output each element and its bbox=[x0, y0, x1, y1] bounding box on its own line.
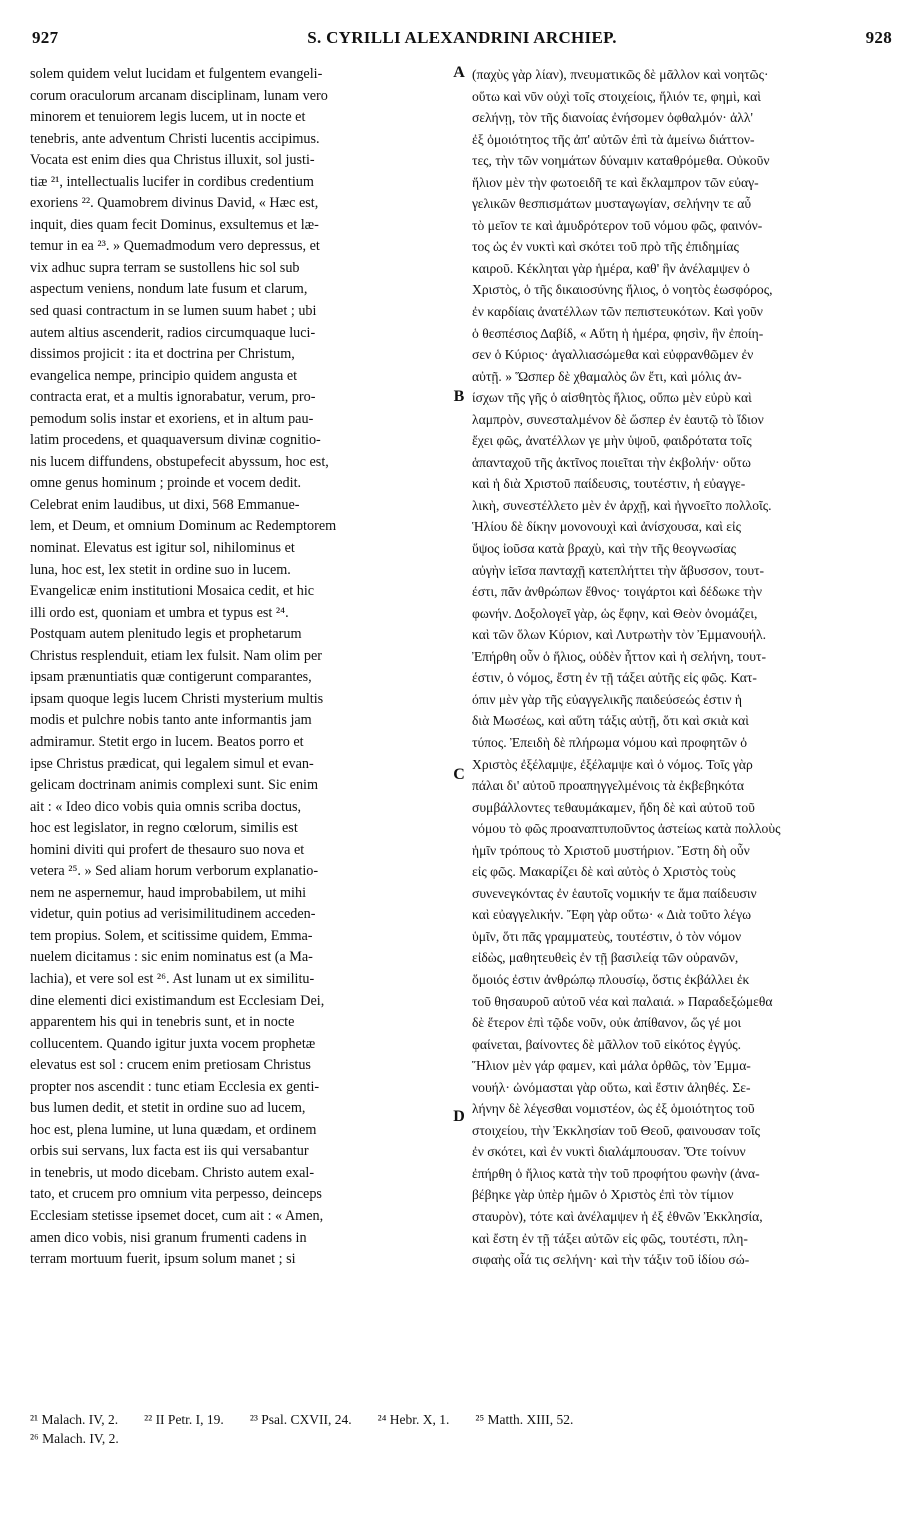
footnotes bbox=[30, 1410, 890, 1448]
footnote-line-1 bbox=[30, 1410, 890, 1429]
greek-text-line: στοιχείου, τὴν Ἐκκλησίαν τοῦ Θεοῦ, φαινουσαν τοῖς bbox=[472, 1122, 761, 1138]
footnote: ²² II Petr. I, 19. bbox=[144, 1412, 224, 1427]
greek-text-line: καὶ τῶν ὅλων Κύριον, καὶ Λυτρωτὴν τὸν Ἐμμανουήλ. bbox=[472, 627, 766, 643]
page-number-right: 928 bbox=[865, 28, 892, 47]
greek-text-line: Χριστὸς ἐξέλαμψε, ἐξέλαμψε καὶ ὁ νόμος. Τοῖς γὰρ bbox=[472, 756, 753, 772]
latin-text-line: pemodum solis instar et exoriens, et in altum pau- bbox=[30, 410, 314, 427]
latin-text-line: in tenebris, ut modo dicebam. Christo autem exal- bbox=[30, 1164, 315, 1181]
latin-text-line: omne genus hominum ; proinde et vocem dedit. bbox=[30, 475, 302, 492]
greek-text-line: δὲ ἕτερον ἐπὶ τῷδε νοῦν, οὐκ ἀπίθανον, ὥς γέ μοι bbox=[472, 1015, 742, 1031]
section-marker-b: B bbox=[453, 388, 465, 405]
latin-text-line: sed quasi contractum in se lumen suum habet ; ubi bbox=[30, 303, 317, 320]
latin-text-line: inquit, dies quam fecit Dominus, exsultemus et læ- bbox=[30, 216, 319, 233]
latin-text-line: tiæ ²¹, intellectualis lucifer in cordibus credentium bbox=[30, 173, 314, 190]
latin-text-line: amen dico vobis, nisi granum frumenti cadens in bbox=[30, 1229, 307, 1246]
footnote: ²⁵ Matth. XIII, 52. bbox=[475, 1412, 574, 1427]
latin-text-line: nis lucem diffundens, obstupefecit abyssum, hoc est, bbox=[30, 453, 329, 470]
greek-text-line: καὶ ἔστη ἐν τῇ τάξει αὐτῶν εἰς φῶς, τουτέστι, πλη- bbox=[472, 1230, 748, 1246]
running-title: S. CYRILLI ALEXANDRINI ARCHIEP. bbox=[307, 28, 617, 47]
greek-text-line: ἔχει φῶς, ἀνατέλλων γε μὴν ὑψοῦ, φαιδρότατα τοῖς bbox=[472, 433, 752, 449]
latin-text-line: aspectum veniens, nondum late fusum et clarum, bbox=[30, 281, 308, 298]
greek-text-line: καιροῦ. Κέκληται γὰρ ἡμέρα, καθ' ἣν ἀνέλαμψεν ὁ bbox=[472, 260, 750, 276]
latin-text-line: Ecclesiam stetisse ipsemet docet, cum ait : « Amen, bbox=[30, 1207, 324, 1224]
greek-text-line: ἐξ ὁμοιότητος τῆς ἀπ' αὐτῶν ἐπὶ τὰ ἀμείνω διάττον- bbox=[472, 131, 755, 147]
footnote-line-2 bbox=[30, 1429, 890, 1448]
latin-text-line: tem propius. Solem, et scitissime quidem, Emma- bbox=[30, 927, 313, 944]
greek-text-line: συμβάλλοντες τεθαυμάκαμεν, ἤδη δὲ καὶ αὐτοῦ τοῦ bbox=[472, 799, 755, 815]
latin-text-line: autem altius ascenderit, radios circumquaque luci- bbox=[30, 324, 316, 341]
latin-text-line: ait : « Ideo dico vobis quia omnis scriba doctus, bbox=[30, 798, 302, 815]
latin-text-line: exoriens ²². Quamobrem divinus David, « Hæc est, bbox=[30, 195, 319, 212]
latin-text-line: Evangelicæ enim institutioni Mosaica cedit, et hic bbox=[30, 583, 315, 600]
latin-text-line: dine elementi dici existimandum est Ecclesiam Dei, bbox=[30, 992, 325, 1009]
footnote: ²¹ Malach. IV, 2. bbox=[30, 1412, 119, 1427]
latin-text-line: solem quidem velut lucidam et fulgentem evangeli- bbox=[30, 66, 323, 82]
latin-text-line: Vocata est enim dies qua Christus illuxit, sol justi- bbox=[30, 152, 315, 169]
latin-text-line: elevatus est sol : crucem enim pretiosam Christus bbox=[30, 1057, 311, 1074]
latin-text-line: propter nos ascendit : tunc etiam Ecclesia ex genti- bbox=[30, 1078, 320, 1095]
latin-text-line: dissimos projicit : ita et doctrina per Christum, bbox=[30, 346, 295, 363]
latin-text-line: corum oraculorum arcanam disciplinam, lunam vero bbox=[30, 87, 328, 104]
page-header bbox=[32, 28, 892, 54]
greek-text-line: εἰς φῶς. Μακαρίζει δὲ καὶ αὐτὸς ὁ Χριστὸς τοὺς bbox=[472, 864, 736, 880]
greek-text-line: διὰ Μωσέως, καὶ αὕτη τάξις αὐτῇ, ὅτι καὶ σκιὰ καὶ bbox=[472, 713, 749, 729]
greek-text-line: ἐπήρθη ὁ ἥλιος κατὰ τὴν τοῦ προφήτου φωνὴν (ἀνα- bbox=[472, 1165, 760, 1181]
latin-text-line: modis et pulchre nobis tanto ante informantis jam bbox=[30, 712, 312, 729]
latin-text-line: Christus resplenduit, etiam lex fulsit. Nam olim per bbox=[30, 647, 322, 664]
greek-text-line: φαίνεται, βαίνοντες δὲ μᾶλλον τοῦ εἰκότος ἐγγύς. bbox=[472, 1036, 742, 1052]
greek-text-line: νόμου τὸ φῶς προαναπτυποῦντος ἀστείως κατὰ πολλοὺς bbox=[472, 821, 781, 837]
greek-text-line: σταυρὸν), τότε καὶ ἀνέλαμψεν ἡ ἐξ ἐθνῶν Ἐκκλησία, bbox=[472, 1208, 763, 1224]
latin-text-line: vetera ²⁵. » Sed aliam horum verborum explanatio- bbox=[30, 863, 319, 880]
greek-text-line: τὸ μεῖον τε καὶ ἀμυδρότερον τοῦ νόμου φῶς, φαινόν- bbox=[472, 217, 763, 233]
latin-text-line: bus lumen dedit, et stetit in ordine suo ad lucem, bbox=[30, 1100, 306, 1117]
greek-text-line: (παχὺς γὰρ λίαν), πνευματικῶς δὲ μᾶλλον καὶ νοητῶς· bbox=[472, 67, 769, 82]
greek-text-line: Χριστὸς, ὁ τῆς δικαιοσύνης ἥλιος, ὁ νοητὸς ἑωσφόρος, bbox=[472, 282, 773, 298]
greek-text-line: Ἥλιον μὲν γάρ φαμεν, καὶ μάλα ὀρθῶς, τὸν Ἐμμα- bbox=[472, 1058, 751, 1074]
page-number-left: 927 bbox=[32, 28, 59, 47]
latin-text-line: collucentem. Quando igitur juxta vocem prophetæ bbox=[30, 1035, 316, 1052]
latin-text-line: terram mortuum fuerit, ipsum solum manet ; si bbox=[30, 1251, 296, 1268]
greek-text-line: ἡμῖν τρόπους τὸ Χριστοῦ μυστήριον. Ἔστη δὴ οὖν bbox=[472, 842, 750, 858]
latin-text-line: hoc est, plena lumine, ut luna quædam, et ordinem bbox=[30, 1121, 317, 1138]
greek-text-line: ὅμοιός ἐστιν ἀνθρώπῳ πλουσίῳ, ὅστις ἐκβάλλει ἐκ bbox=[472, 971, 750, 987]
latin-text-line: evangelica nempe, principio quidem angusta et bbox=[30, 367, 298, 384]
greek-text-line: σελήνῃ, τὸν τῆς διανοίας ἐνήσομεν ὀφθαλμόν· ἀλλ' bbox=[472, 110, 753, 126]
greek-text-line: φωνήν. Δοξολογεῖ γὰρ, ὡς ἔφην, καὶ Θεὸν ὀνομάζει, bbox=[472, 605, 758, 621]
latin-text-line: orbis sui servans, lux facta est iis qui versabantur bbox=[30, 1143, 309, 1160]
latin-text-line: apparentem his qui in tenebris sunt, et in nocte bbox=[30, 1014, 295, 1031]
latin-text-line: lem, et Deum, et omnium Dominum ac Redemptorem bbox=[30, 518, 337, 535]
greek-text-line: έστιν, ὁ νόμος, ἔστη ἐν τῇ τάξει αὐτῆς εἰς φῶς. Κατ- bbox=[472, 670, 757, 686]
greek-column bbox=[472, 64, 892, 1271]
greek-text-line: καὶ εὐαγγελικήν. Ἔφη γὰρ οὕτω· « Διὰ τοῦτο λέγω bbox=[472, 907, 752, 923]
latin-text-line: temur in ea ²³. » Quemadmodum vero depressus, et bbox=[30, 238, 320, 255]
greek-text-line: ἁπανταχοῦ τῆς ἀκτῖνος ποιεῖται τὴν ἐκβολήν· οὕτω bbox=[472, 454, 751, 470]
greek-text-line: όπιν μὲν γὰρ τῆς εὐαγγελικῆς παιδεύσεώς ἐστιν ἡ bbox=[472, 691, 743, 707]
latin-text-line: gelicam doctrinam animis complexi sunt. Sic enim bbox=[30, 777, 319, 794]
greek-text-line: ὁ θεσπέσιος Δαβίδ, « Αὕτη ἡ ἡμέρα, φησὶν, ἣν ἐποίη- bbox=[472, 325, 764, 341]
greek-text-line: Ἡλίου δὲ δίκην μονονουχὶ καὶ ἀνίσχουσα, καὶ εἰς bbox=[472, 519, 742, 535]
greek-text-line: ἐν καρδίαις ἀνατέλλων τῶν πεπιστευκότων. Καὶ γοῦν bbox=[472, 304, 763, 320]
greek-text-line: ἐν σκότει, καὶ ἐν νυκτὶ διαλάμπουσαν. Ὅτε τοίνυν bbox=[472, 1144, 746, 1160]
latin-text-line: tenebris, ante adventum Christi lucentis accipimus. bbox=[30, 130, 320, 147]
latin-column bbox=[30, 64, 448, 1271]
greek-text-line: λαμπρὸν, συνεσταλμένον δὲ ὥσπερ ἐν ἑαυτῷ τὸ ἴδιον bbox=[472, 411, 764, 427]
latin-text-line: Postquam autem plenitudo legis et prophetarum bbox=[30, 626, 302, 643]
greek-text-line: συνενεγκόντας ἐν ἑαυτοῖς νομικήν τε ἅμα παίδευσιν bbox=[472, 885, 757, 901]
greek-text-line: σεν ὁ Κύριος· ἀγαλλιασώμεθα καὶ εὐφρανθῶμεν ἐν bbox=[472, 347, 754, 363]
latin-text-line: ipse Christus prædicat, qui legalem simul et evan- bbox=[30, 755, 314, 772]
greek-text-line: ἥλιον μὲν τὴν φωτοειδῆ τε καὶ ἔκλαμπρον τῶν εὐαγ- bbox=[472, 174, 759, 190]
latin-text-line: illi ordo est, quoniam et umbra et typus est ²⁴. bbox=[30, 604, 289, 621]
footnote: ²³ Psal. CXVII, 24. bbox=[249, 1412, 352, 1427]
latin-text-line: tato, et crucem pro omnium vita perpesso, deinceps bbox=[30, 1186, 322, 1203]
greek-text-line: ὑμῖν, ὅτι πᾶς γραμματεὺς, τουτέστιν, ὁ τὸν νόμον bbox=[472, 928, 742, 944]
section-marker-d: D bbox=[453, 1108, 465, 1125]
latin-text-line: admiramur. Stetit ergo in lucem. Beatos porro et bbox=[30, 733, 304, 750]
greek-text-line: τες, τὴν τῶν νοημάτων δύναμιν καταθρόμεθα. Οὐκοῦν bbox=[472, 153, 770, 169]
latin-text-line: nuelem dicitamus : sic enim nominatus est (a Ma- bbox=[30, 949, 313, 966]
greek-text-line: έστι, πᾶν ἀνθρώπων ἔθνος· τοιγάρτοι καὶ δέδωκε τὴν bbox=[472, 584, 763, 600]
greek-text-line: πάλαι δι' αὐτοῦ προαπηγγελμένοις τὰ ἐκβεβηκότα bbox=[472, 778, 745, 794]
latin-text-line: Celebrat enim laudibus, ut dixi, 568 Emmanue- bbox=[30, 496, 300, 513]
greek-text-line: νουήλ· ὠνόμασται γὰρ οὕτω, καὶ ἔστιν ἀληθές. Σε- bbox=[472, 1079, 751, 1095]
greek-text-line: οὕτω καὶ νῦν οὐχὶ τοῖς στοιχείοις, ἥλιόν τε, φημὶ, καὶ bbox=[472, 88, 761, 104]
greek-text-line: λήνην δὲ λέγεσθαι νομιστέον, ὡς ἐξ ὁμοιότητος τοῦ bbox=[472, 1101, 755, 1117]
greek-text-line: τύπος. Ἐπειδὴ δὲ πλήρωμα νόμου καὶ προφητῶν ὁ bbox=[472, 734, 748, 750]
greek-text-line: Ἐπήρθη οὖν ὁ ἥλιος, οὐδὲν ἧττον καὶ ἡ σελήνη, τουτ- bbox=[472, 648, 767, 664]
greek-text-line: βέβηκε γὰρ ὑπὲρ ἡμῶν ὁ Χριστὸς ἐπὶ τὸν τίμιον bbox=[472, 1187, 734, 1203]
latin-text-line: ipsam quoque legis lucem Christi mysterium multis bbox=[30, 690, 324, 707]
latin-text-line: nominat. Elevatus est igitur sol, nihilominus et bbox=[30, 540, 295, 557]
latin-text-line: latim procedens, et quaquaversum divinæ cognitio- bbox=[30, 432, 321, 449]
latin-text-line: contracta erat, et a multis ignorabatur, verum, pro- bbox=[30, 389, 316, 406]
greek-text-line: λικὴ, συνεστέλλετο μὲν ἐν ἀρχῇ, καὶ ἠγνοεῖτο πολλοῖς. bbox=[472, 497, 772, 513]
footnote: ²⁴ Hebr. X, 1. bbox=[377, 1412, 450, 1427]
greek-text-line: εἰδὼς, μαθητευθεὶς ἐν τῇ βασιλείᾳ τῶν οὐρανῶν, bbox=[472, 950, 739, 966]
latin-text-line: homini diviti qui profert de thesauro suo nova et bbox=[30, 841, 305, 858]
greek-text-line: ίσχων τῆς γῆς ὁ αἰσθητὸς ἥλιος, οὔπω μὲν εὐρὺ καὶ bbox=[472, 390, 752, 406]
footnote: ²⁶ Malach. IV, 2. bbox=[30, 1431, 119, 1446]
latin-text-line: videtur, quin potius ad verisimilitudinem acceden- bbox=[30, 906, 316, 923]
greek-text-line: σιφαὴς οἷά τις σελήνη· καὶ τὴν τάξιν τοῦ ἰδίου σώ- bbox=[472, 1252, 750, 1268]
section-marker-a: A bbox=[453, 64, 465, 81]
latin-text-line: luna, hoc est, lex stetit in ordine suo in lucem. bbox=[30, 561, 291, 578]
greek-text-line: γελικῶν θεσπισμάτων μυσταγωγίαν, σελήνην τε αὖ bbox=[472, 196, 752, 212]
greek-text-line: καὶ ἡ διὰ Χριστοῦ παίδευσις, τουτέστιν, ἡ εὐαγγε- bbox=[472, 476, 746, 492]
greek-text-line: τος ὡς ἐν νυκτὶ καὶ σκότει τοῦ πρὸ τῆς ἐπιδημίας bbox=[472, 239, 739, 255]
latin-text-line: vix adhuc supra terram se sustollens hic sol sub bbox=[30, 259, 300, 276]
latin-text-line: ipsam prænuntiatis quæ contigerunt comparantes, bbox=[30, 669, 312, 686]
latin-text-line: nem ne aspernemur, haud improbabilem, ut mihi bbox=[30, 884, 307, 901]
latin-text-line: minorem et tenuiorem legis lucem, ut in nocte et bbox=[30, 109, 306, 126]
greek-text-line: αὐτῇ. » Ὥσπερ δὲ χθαμαλὸς ὢν ἔτι, καὶ μόλις ἀν- bbox=[472, 368, 742, 384]
latin-text-line: hoc est legislator, in regno cœlorum, similis est bbox=[30, 820, 298, 837]
greek-text-line: ὕψος ἰοῦσα κατὰ βραχὺ, καὶ τὴν τῆς θεογνωσίας bbox=[472, 541, 737, 557]
latin-text-line: lachia), et vere sol est ²⁶. Ast lunam ut ex similitu- bbox=[30, 970, 315, 987]
greek-text-line: αὐγὴν ἱεῖσα πανταχῇ κατεπλήττει τὴν ἄβυσσον, τουτ- bbox=[472, 562, 765, 578]
greek-text-line: τοῦ θησαυροῦ αὐτοῦ νέα καὶ παλαιά. » Παραδεξώμεθα bbox=[472, 993, 773, 1009]
section-marker-c: C bbox=[453, 766, 465, 783]
